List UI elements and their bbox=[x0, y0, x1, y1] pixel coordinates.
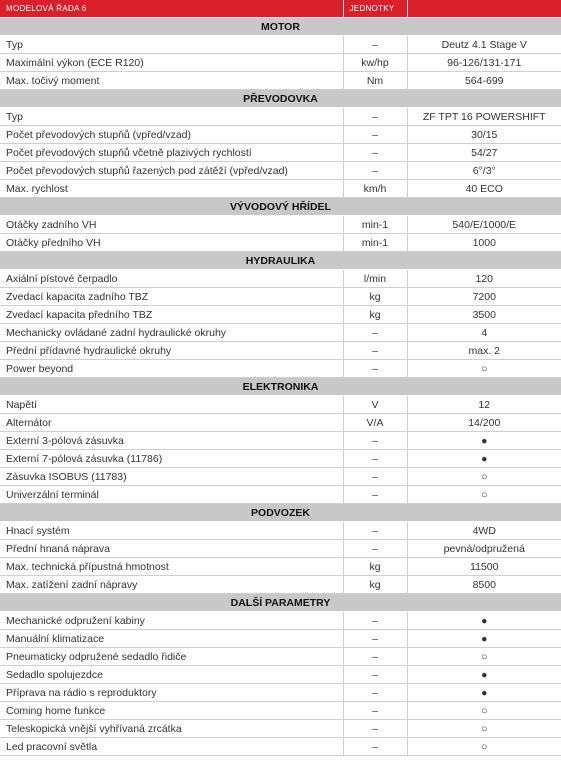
spec-unit: kg bbox=[343, 558, 407, 576]
section-title: MOTOR bbox=[0, 18, 561, 36]
spec-label: Zvedací kapacita zadního TBZ bbox=[0, 288, 343, 306]
spec-label: Axiální pístové čerpadlo bbox=[0, 270, 343, 288]
spec-value: ○ bbox=[407, 702, 561, 720]
table-row bbox=[0, 702, 561, 720]
spec-unit: kg bbox=[343, 306, 407, 324]
spec-unit: – bbox=[343, 666, 407, 684]
table-row bbox=[0, 522, 561, 540]
spec-value: ● bbox=[407, 612, 561, 630]
section-title: HYDRAULIKA bbox=[0, 252, 561, 270]
spec-label: Externí 7-pólová zásuvka (11786) bbox=[0, 450, 343, 468]
section-header-prevodovka bbox=[0, 90, 561, 108]
spec-label: Přední přídavné hydraulické okruhy bbox=[0, 342, 343, 360]
table-row bbox=[0, 630, 561, 648]
spec-label: Max. rychlost bbox=[0, 180, 343, 198]
spec-unit: kw/hp bbox=[343, 54, 407, 72]
table-row bbox=[0, 36, 561, 54]
spec-unit: kg bbox=[343, 576, 407, 594]
spec-value: ○ bbox=[407, 648, 561, 666]
table-row bbox=[0, 360, 561, 378]
spec-unit: – bbox=[343, 450, 407, 468]
spec-unit: – bbox=[343, 162, 407, 180]
section-header-elektronika bbox=[0, 378, 561, 396]
table-row bbox=[0, 558, 561, 576]
table-row bbox=[0, 108, 561, 126]
spec-value: ○ bbox=[407, 720, 561, 738]
spec-label: Max. zatížení zadní nápravy bbox=[0, 576, 343, 594]
section-title: VÝVODOVÝ HŘÍDEL bbox=[0, 198, 561, 216]
table-row bbox=[0, 738, 561, 756]
spec-unit: – bbox=[343, 342, 407, 360]
table-row bbox=[0, 144, 561, 162]
spec-value: 6°/3° bbox=[407, 162, 561, 180]
table-header-row bbox=[0, 0, 561, 18]
table-row bbox=[0, 684, 561, 702]
spec-value: 120 bbox=[407, 270, 561, 288]
table-row bbox=[0, 270, 561, 288]
spec-label: Sedadlo spolujezdce bbox=[0, 666, 343, 684]
table-row bbox=[0, 306, 561, 324]
table-row bbox=[0, 126, 561, 144]
spec-value: ● bbox=[407, 450, 561, 468]
spec-label: Mechanicky ovládané zadní hydraulické okruhy bbox=[0, 324, 343, 342]
spec-unit: – bbox=[343, 324, 407, 342]
spec-unit: – bbox=[343, 648, 407, 666]
spec-value: 30/15 bbox=[407, 126, 561, 144]
spec-unit: V/A bbox=[343, 414, 407, 432]
spec-label: Pneumaticky odpružené sedadlo řidiče bbox=[0, 648, 343, 666]
table-row bbox=[0, 396, 561, 414]
spec-value: 96-126/131-171 bbox=[407, 54, 561, 72]
spec-value: 1000 bbox=[407, 234, 561, 252]
spec-unit: – bbox=[343, 126, 407, 144]
spec-unit: Nm bbox=[343, 72, 407, 90]
spec-value: ○ bbox=[407, 738, 561, 756]
spec-label: Hnací systém bbox=[0, 522, 343, 540]
section-header-podvozek bbox=[0, 504, 561, 522]
spec-label: Maximální výkon (ECE R120) bbox=[0, 54, 343, 72]
table-row bbox=[0, 234, 561, 252]
spec-label: Max. točivý moment bbox=[0, 72, 343, 90]
table-row bbox=[0, 648, 561, 666]
spec-label: Max. technická přípustná hmotnost bbox=[0, 558, 343, 576]
spec-unit: – bbox=[343, 720, 407, 738]
value-header bbox=[407, 0, 561, 18]
spec-label: Napětí bbox=[0, 396, 343, 414]
spec-label: Teleskopická vnější vyhřívaná zrcátka bbox=[0, 720, 343, 738]
table-row bbox=[0, 72, 561, 90]
section-title: PŘEVODOVKA bbox=[0, 90, 561, 108]
spec-value: 7200 bbox=[407, 288, 561, 306]
spec-unit: – bbox=[343, 522, 407, 540]
table-row bbox=[0, 468, 561, 486]
spec-label: Počet převodových stupňů řazených pod zátěží (vpřed/vzad) bbox=[0, 162, 343, 180]
section-header-motor bbox=[0, 18, 561, 36]
spec-value: Deutz 4.1 Stage V bbox=[407, 36, 561, 54]
table-row bbox=[0, 414, 561, 432]
spec-value: 12 bbox=[407, 396, 561, 414]
spec-value: 11500 bbox=[407, 558, 561, 576]
table-row bbox=[0, 342, 561, 360]
spec-label: Příprava na rádio s reproduktory bbox=[0, 684, 343, 702]
spec-label: Otáčky předního VH bbox=[0, 234, 343, 252]
spec-label: Počet převodových stupňů (vpřed/vzad) bbox=[0, 126, 343, 144]
table-row bbox=[0, 612, 561, 630]
spec-unit: – bbox=[343, 702, 407, 720]
spec-unit: – bbox=[343, 36, 407, 54]
spec-unit: – bbox=[343, 630, 407, 648]
spec-value: ● bbox=[407, 630, 561, 648]
table-row bbox=[0, 324, 561, 342]
table-row bbox=[0, 720, 561, 738]
spec-label: Typ bbox=[0, 36, 343, 54]
spec-value: 14/200 bbox=[407, 414, 561, 432]
spec-unit: – bbox=[343, 612, 407, 630]
spec-unit: – bbox=[343, 684, 407, 702]
spec-unit: min-1 bbox=[343, 234, 407, 252]
section-title: DALŠÍ PARAMETRY bbox=[0, 594, 561, 612]
spec-unit: min-1 bbox=[343, 216, 407, 234]
section-title: ELEKTRONIKA bbox=[0, 378, 561, 396]
spec-label: Power beyond bbox=[0, 360, 343, 378]
spec-label: Zvedací kapacita předního TBZ bbox=[0, 306, 343, 324]
spec-label: Počet převodových stupňů včetně plazivých rychlostí bbox=[0, 144, 343, 162]
spec-unit: – bbox=[343, 432, 407, 450]
spec-label: Univerzální terminál bbox=[0, 486, 343, 504]
spec-unit: – bbox=[343, 540, 407, 558]
spec-label: Led pracovní světla bbox=[0, 738, 343, 756]
table-row bbox=[0, 540, 561, 558]
spec-unit: km/h bbox=[343, 180, 407, 198]
spec-label: Přední hnaná náprava bbox=[0, 540, 343, 558]
spec-value: ○ bbox=[407, 486, 561, 504]
spec-unit: l/min bbox=[343, 270, 407, 288]
spec-value: 4WD bbox=[407, 522, 561, 540]
table-row bbox=[0, 54, 561, 72]
spec-label: Otáčky zadního VH bbox=[0, 216, 343, 234]
spec-label: Mechanické odpružení kabiny bbox=[0, 612, 343, 630]
spec-body bbox=[0, 18, 561, 756]
table-row bbox=[0, 180, 561, 198]
spec-unit: – bbox=[343, 486, 407, 504]
spec-unit: – bbox=[343, 468, 407, 486]
spec-value: ● bbox=[407, 432, 561, 450]
spec-unit: – bbox=[343, 360, 407, 378]
table-row bbox=[0, 288, 561, 306]
table-row bbox=[0, 666, 561, 684]
spec-value: ○ bbox=[407, 360, 561, 378]
spec-label: Zásuvka ISOBUS (11783) bbox=[0, 468, 343, 486]
spec-value: ● bbox=[407, 666, 561, 684]
spec-label: Typ bbox=[0, 108, 343, 126]
table-row bbox=[0, 486, 561, 504]
spec-value: ○ bbox=[407, 468, 561, 486]
spec-value: 8500 bbox=[407, 576, 561, 594]
spec-value: 54/27 bbox=[407, 144, 561, 162]
section-header-dalsi-parametry bbox=[0, 594, 561, 612]
table-row bbox=[0, 432, 561, 450]
spec-value: ZF TPT 16 POWERSHIFT bbox=[407, 108, 561, 126]
table-row bbox=[0, 216, 561, 234]
table-row bbox=[0, 450, 561, 468]
spec-value: 40 ECO bbox=[407, 180, 561, 198]
section-header-hydraulika bbox=[0, 252, 561, 270]
spec-label: Manuální klimatizace bbox=[0, 630, 343, 648]
table-row bbox=[0, 576, 561, 594]
spec-value: 3500 bbox=[407, 306, 561, 324]
spec-value: pevná/odpružená bbox=[407, 540, 561, 558]
spec-unit: – bbox=[343, 108, 407, 126]
spec-label: Coming home funkce bbox=[0, 702, 343, 720]
section-title: PODVOZEK bbox=[0, 504, 561, 522]
section-header-vyvodovy-hridel bbox=[0, 198, 561, 216]
spec-value: 540/E/1000/E bbox=[407, 216, 561, 234]
model-series-header: MODELOVÁ ŘADA 6 bbox=[0, 0, 343, 18]
table-row bbox=[0, 162, 561, 180]
spec-unit: – bbox=[343, 144, 407, 162]
spec-label: Alternátor bbox=[0, 414, 343, 432]
spec-value: 4 bbox=[407, 324, 561, 342]
units-header: JEDNOTKY bbox=[343, 0, 407, 18]
spec-value: ● bbox=[407, 684, 561, 702]
spec-value: 564-699 bbox=[407, 72, 561, 90]
spec-value: max. 2 bbox=[407, 342, 561, 360]
spec-label: Externí 3-pólová zásuvka bbox=[0, 432, 343, 450]
spec-unit: – bbox=[343, 738, 407, 756]
spec-unit: kg bbox=[343, 288, 407, 306]
spec-unit: V bbox=[343, 396, 407, 414]
